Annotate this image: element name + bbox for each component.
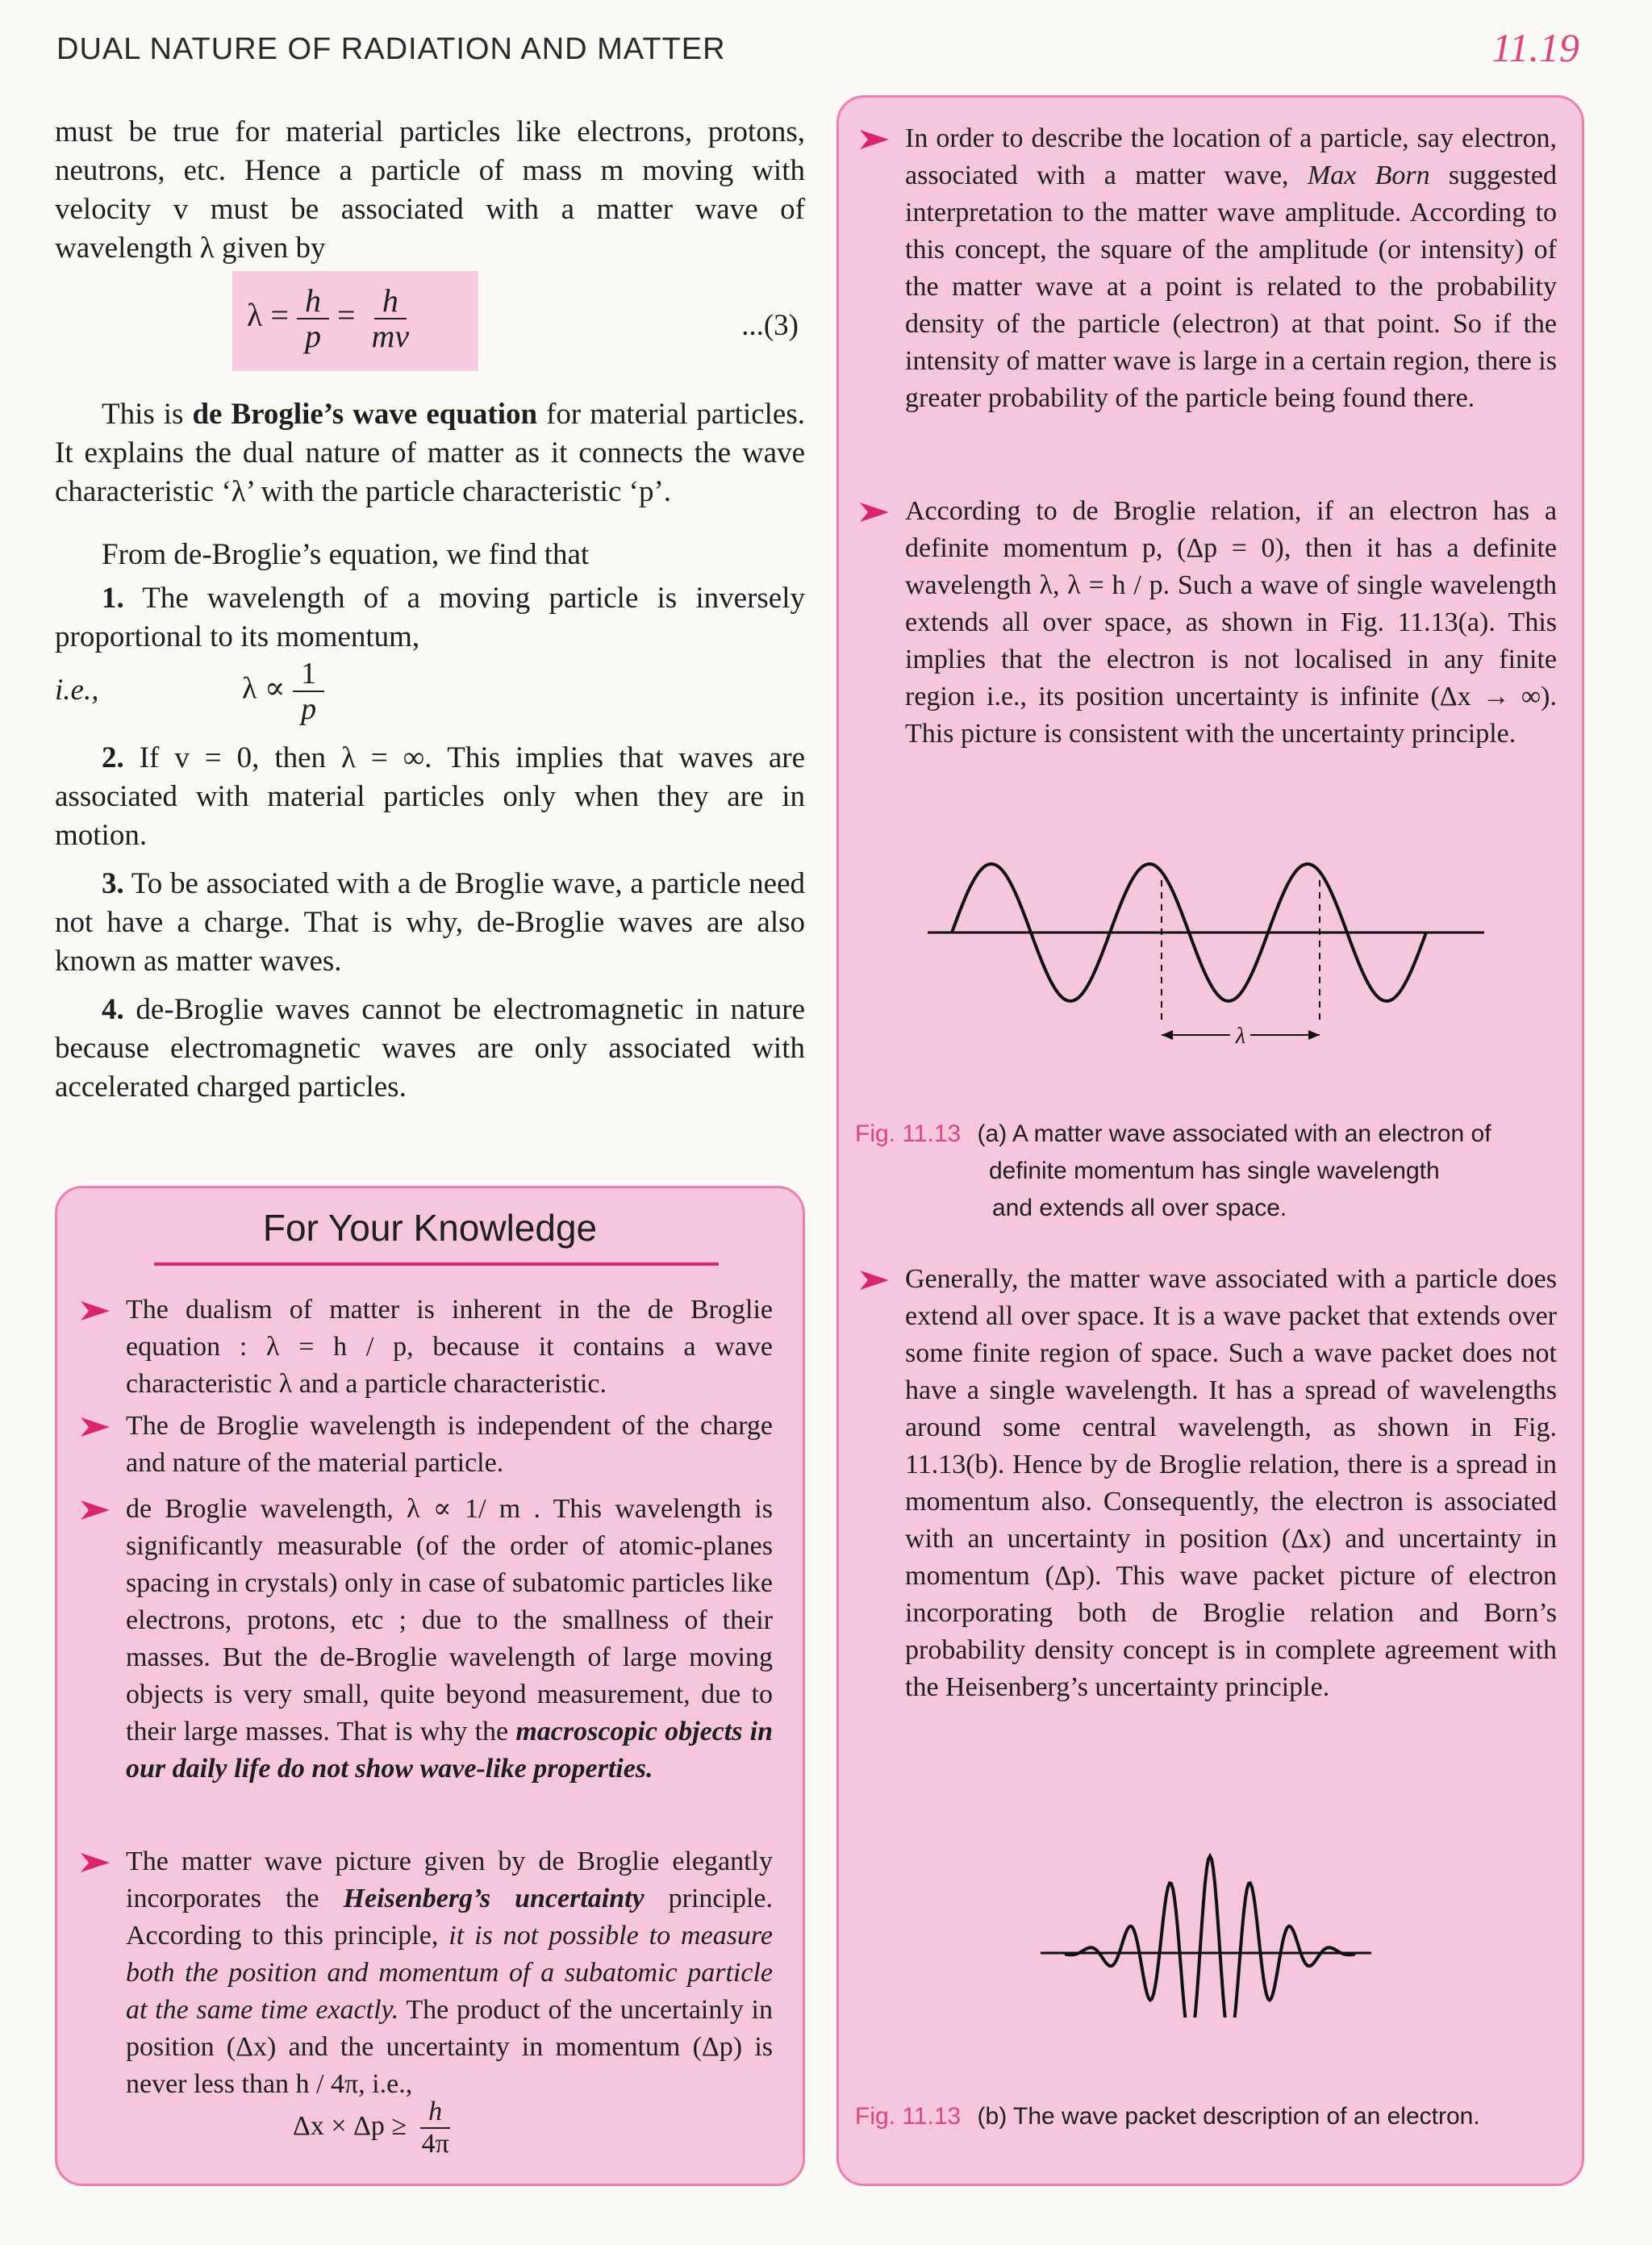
knowledge-bullet — [126, 1292, 773, 1403]
caption-line: and extends all over space. — [992, 1195, 1287, 1221]
emphasis-text: Heisenberg’s uncertainty — [343, 1884, 645, 1913]
point-number: 1. — [102, 582, 124, 615]
wavelength-label: λ — [1235, 1024, 1246, 1049]
arrow-bullet-icon — [858, 125, 891, 162]
bullet-text: According to de Broglie relation, if an electron has a definite momentum p, (Δp = 0), then it has a definite wavelength λ, λ = h / p. Such a wave of single wavelength extends all over space, as shown in Fig. 11.13(a). This implies that the electron is not localised in any finite region i.e., its position uncertainty is infinite (Δx → ∞). This picture is consistent with the uncertainty principle. — [905, 496, 1557, 749]
text-run: If v = 0, then λ = ∞. This implies that waves are associated with material particles only when they are in motion. — [55, 741, 805, 852]
fraction-numerator: h — [420, 2097, 450, 2129]
bold-term: de Broglie’s wave equation — [192, 398, 538, 431]
figure-label: Fig. 11.13 — [855, 2103, 962, 2130]
figure-caption-a — [855, 1116, 1491, 1227]
running-header: DUAL NATURE OF RADIATION AND MATTER — [56, 32, 726, 66]
fraction-numerator: h — [297, 284, 329, 319]
arrow-bullet-icon — [79, 1413, 111, 1450]
fraction-numerator: 1 — [293, 657, 324, 692]
fraction — [293, 657, 324, 726]
page-number: 11.19 — [1491, 25, 1579, 70]
equation-body — [247, 284, 417, 353]
numbered-point — [55, 579, 805, 657]
numbered-point — [55, 865, 805, 981]
text-run: The wavelength of a moving particle is inversely proportional to its momentum, — [55, 582, 805, 653]
caption-line: (a) A matter wave associated with an electron of — [977, 1120, 1491, 1147]
arrow-bullet-icon — [79, 1496, 111, 1533]
fraction-numerator: h — [374, 284, 407, 319]
info-bullet — [905, 1261, 1557, 1706]
right-info-box — [836, 95, 1584, 2186]
equation-number: ...(3) — [741, 309, 799, 342]
knowledge-bullet — [126, 1408, 773, 1482]
knowledge-title: For Your Knowledge — [262, 1207, 598, 1249]
ie-label: i.e., — [55, 674, 99, 707]
knowledge-bullet — [126, 1491, 773, 1788]
wave-packet — [1065, 1856, 1355, 2018]
arrowhead-icon — [1162, 1030, 1173, 1040]
paragraph: must be true for material particles like electrons, protons, neutrons, etc. Hence a particle of mass m moving with velocity v must be associated with a matter wave of wavelength λ given by — [55, 115, 805, 265]
eq-sign: = — [336, 297, 356, 334]
numbered-point — [55, 991, 805, 1107]
fraction — [414, 2097, 457, 2159]
point-number: 4. — [102, 993, 124, 1026]
bullet-text: principle. According to this principle, — [126, 1884, 773, 1951]
bullet-text: In order to describe the location of a particle, say electron, associated with a matter wave, — [905, 123, 1557, 190]
eq-lhs: Δx × Δp ≥ — [293, 2110, 407, 2141]
title-underline — [154, 1262, 719, 1266]
bullet-text: The de Broglie wavelength is independent of the charge and nature of the material particle. — [126, 1411, 773, 1478]
italic-name: Max Born — [1307, 161, 1430, 190]
point-number: 2. — [102, 741, 124, 774]
bullet-text: Generally, the matter wave associated with a particle does extend all over space. It is a wave packet that extends over some finite region of space. Such a wave packet does not have a single wavelength. It has a spread of wavelengths around some central wavelength, as shown in Fig. 11.13(b). Hence by de Broglie relation, there is a spread in momentum also. Consequently, the electron is associated with an uncertainty in position (Δx) and uncertainty in momentum (Δp). This wave packet picture of electron incorporating both de Broglie relation and Born’s probability density concept is in complete agreement with the Heisenberg’s uncertainty principle. — [905, 1264, 1557, 1702]
eq-lhs: λ = — [247, 297, 289, 334]
bullet-text: The matter wave picture given by de Broglie elegantly incorporates the — [126, 1846, 773, 1913]
fraction — [297, 284, 329, 353]
fraction-denominator: mv — [371, 318, 410, 354]
bullet-text: suggested interpretation to the matter wave amplitude. According to this concept, the square of the amplitude (or intensity) of the matter wave at a point is related to the probability density of the particle (electron) at that point. So if the intensity of matter wave is large in a certain region, there is greater probability of the particle being found there. — [905, 161, 1558, 413]
paragraph — [55, 395, 805, 511]
caption-line: definite momentum has single wavelength — [989, 1158, 1440, 1184]
knowledge-box — [55, 1186, 805, 2186]
figure-caption-b — [855, 2098, 1480, 2135]
fraction-denominator: 4π — [421, 2129, 449, 2159]
left-column — [55, 113, 805, 1107]
text-run: To be associated with a de Broglie wave, a particle need not have a charge. That is why, de-Broglie waves are also known as matter waves. — [55, 867, 805, 978]
emphasis-text: macroscopic objects in our daily life do not show wave-like properties. — [126, 1717, 773, 1784]
bullet-text: de Broglie wavelength, λ ∝ 1/ m . This wavelength is significantly measurable (of the order of atomic-planes spacing in crystals) only in case of subatomic particles like electrons, protons, etc ; due to the smallness of their masses. But the de-Broglie wavelength of large moving objects is very small, quite beyond measurement, due to their large masses. That is why the — [126, 1494, 773, 1746]
proportionality-equation — [55, 657, 805, 731]
info-bullet — [905, 493, 1557, 753]
bullet-text: The dualism of matter is inherent in the de Broglie equation : λ = h / p, because it contains a wave characteristic λ and a particle characteristic. — [126, 1295, 773, 1399]
bullet-text: The product of the uncertainly in position (Δx) and the uncertainty in momentum (Δp) is never less than h / 4π, i.e., — [126, 1995, 774, 2099]
arrow-bullet-icon — [858, 498, 891, 535]
text-run: for material particles. It explains the dual nature of matter as it connects the wave characteristic ‘λ’ with the particle characteristic ‘p’. — [55, 398, 805, 508]
info-bullet — [905, 120, 1557, 417]
eq-lhs: λ ∝ — [242, 671, 286, 706]
knowledge-bullet — [126, 1843, 773, 2103]
arrow-bullet-icon — [79, 1848, 111, 1885]
fraction-denominator: p — [304, 318, 321, 354]
equation-3 — [55, 271, 805, 376]
text-run: This is — [102, 398, 193, 431]
figure-label: Fig. 11.13 — [855, 1120, 962, 1147]
arrowhead-icon — [1308, 1030, 1320, 1040]
fraction — [364, 284, 418, 353]
single-wavelength-wave-figure — [928, 848, 1500, 1058]
arrow-bullet-icon — [79, 1296, 111, 1333]
wave-packet-figure — [1041, 1848, 1379, 2018]
caption-line: (b) The wave packet description of an electron. — [977, 2103, 1480, 2130]
point-number: 3. — [102, 867, 124, 900]
italic-text: it is not possible to measure both the position and momentum of a subatomic particle at the same time exactly. — [126, 1921, 773, 2025]
arrow-bullet-icon — [858, 1266, 891, 1303]
uncertainty-equation — [293, 2097, 457, 2159]
numbered-point — [55, 739, 805, 855]
paragraph: From de-Broglie’s equation, we find that — [102, 538, 590, 571]
text-run: de-Broglie waves cannot be electromagnetic in nature because electromagnetic waves are only associated with accelerated charged particles. — [55, 993, 805, 1104]
fraction-denominator: p — [301, 692, 317, 726]
equation-body — [242, 657, 324, 726]
